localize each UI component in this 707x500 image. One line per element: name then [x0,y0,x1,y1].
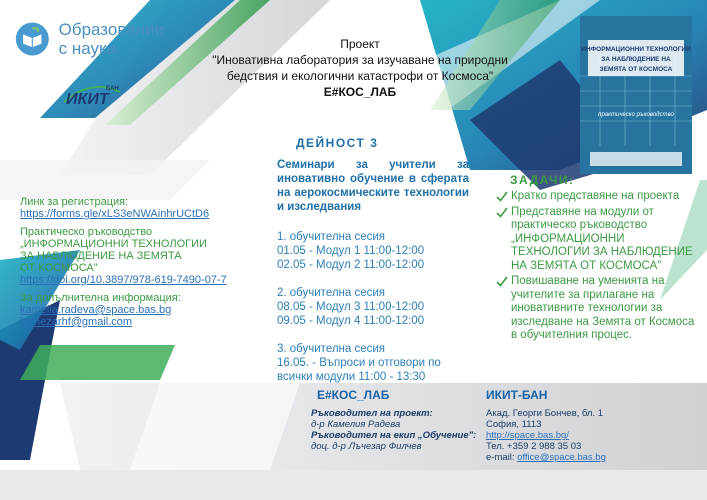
address-line: Акад. Георги Бончев, бл. 1 [486,408,604,419]
project-title-line2: бедствия и екологични катастрофи от Космоса" [226,69,494,83]
footer-line: Ръководител на проект: [311,408,433,419]
session-line: 09.05 - Модул 4 11:00-12:00 [277,315,425,327]
task-text: Кратко представяне на проекта [511,190,680,202]
tasks-heading: ЗАДАЧИ: [510,173,575,187]
book-title-line2: ЗА НАБЛЮДЕНИЕ НА [601,56,671,63]
session-title: 1. обучителна сесия [277,231,386,243]
session-line: 16.05. - Въпроси и отговори по [277,357,441,369]
task-item [496,190,696,204]
session-title: 3. обучителна сесия [277,343,386,355]
task-item [496,206,696,274]
session-block [277,342,477,384]
checkmark-icon [496,190,508,203]
guide-line: ЗА НАБЛЮДЕНИЕ НА ЗЕМЯТА [20,250,182,262]
doi-link[interactable]: https://doi.org/10.3897/978-619-7490-07-7 [20,274,227,286]
email-link[interactable]: lachezarhf@gmail.com [20,316,133,328]
project-label: Проект [340,37,380,51]
email-link[interactable]: kamelia.radeva@space.bas.bg [20,304,172,316]
footer-project-title: Е#КОС_ЛАБ [317,388,390,402]
book-cover [580,16,692,174]
book-subtitle: практическо ръководство [598,112,674,118]
obrazovanie-logo [14,16,164,62]
task-item [496,275,696,343]
address-line: София, 1113 [486,419,542,430]
book-title-line1: ИНФОРМАЦИОННИ ТЕХНОЛОГИИ [581,46,691,53]
session-line: 02.05 - Модул 2 11:00-12:00 [277,259,425,271]
phone-line: Тел. +359 2 988 35 03 [486,441,582,452]
session-block [277,230,477,272]
task-text: Представяне на модули от практическо ръководство „ИНФОРМАЦИОННИ ТЕХНОЛОГИИ ЗА НАБЛЮДЕНИЕ НА ЗЕМЯТА ОТ КОСМОСА" [511,205,693,272]
book-title-line3: ЗЕМЯТА ОТ КОСМОСА [599,66,673,73]
registration-link[interactable]: https://forms.gle/xLS3eNWAinhrUCtD6 [20,208,210,220]
checkmark-icon [496,206,508,219]
apple-book-icon [14,19,51,59]
footer-line: д-р Камелия Радева [311,419,401,430]
footer-contact-info [486,408,686,463]
ikit-ban-text: БАН [106,86,119,92]
session-title: 2. обучителна сесия [277,287,386,299]
session-line: 01.05 - Модул 1 11:00-12:00 [277,245,425,257]
ikit-logo [62,82,122,108]
sessions-list [277,230,477,398]
website-link[interactable]: http://space.bas.bg/ [486,430,569,441]
registration-label: Линк за регистрация: [20,196,129,208]
logo-line2: с наука [58,39,117,58]
activity-heading: ДЕЙНОСТ 3 [296,136,379,150]
guide-line: Практическо ръководство [20,226,153,238]
project-code: Е#КОС_ЛАБ [323,85,397,99]
guide-line: ОТ КОСМОСА" [20,262,98,274]
email-line [486,452,686,463]
tasks-list [496,190,696,345]
info-label: За допълнителна информация: [20,292,181,304]
checkmark-icon [496,275,508,288]
footer-institute-title: ИКИТ-БАН [486,388,548,402]
project-title-line1: "Иновативна лаборатория за изучаване на природни [212,53,508,67]
project-header [190,36,530,100]
session-line: 08.05 - Модул 3 11:00-12:00 [277,301,425,313]
ikit-text: ИКИТ [66,91,109,108]
logo-line1: Образование [58,20,164,39]
footer-line: доц. д-р Лъчезар Филчев [311,441,422,452]
office-email-link[interactable]: office@space.bas.bg [517,452,606,463]
registration-info [20,196,270,328]
guide-line: „ИНФОРМАЦИОННИ ТЕХНОЛОГИИ [20,238,207,250]
activity-description: Семинари за учители за иновативно обучение в сферата на аерокосмическите технологии и изследвания [277,159,469,213]
task-text: Повишаване на уменията на учителите за прилагане на иновативните технологии за изследване на Земята от Космоса в обучителния процес. [511,275,695,341]
email-label: e-mail: [486,452,518,463]
footer-line: Ръководител на екип „Обучение": [311,430,477,441]
session-line: всички модули 11:00 - 13:30 [277,371,426,383]
footer-project-info [311,408,481,452]
session-block [277,286,477,328]
